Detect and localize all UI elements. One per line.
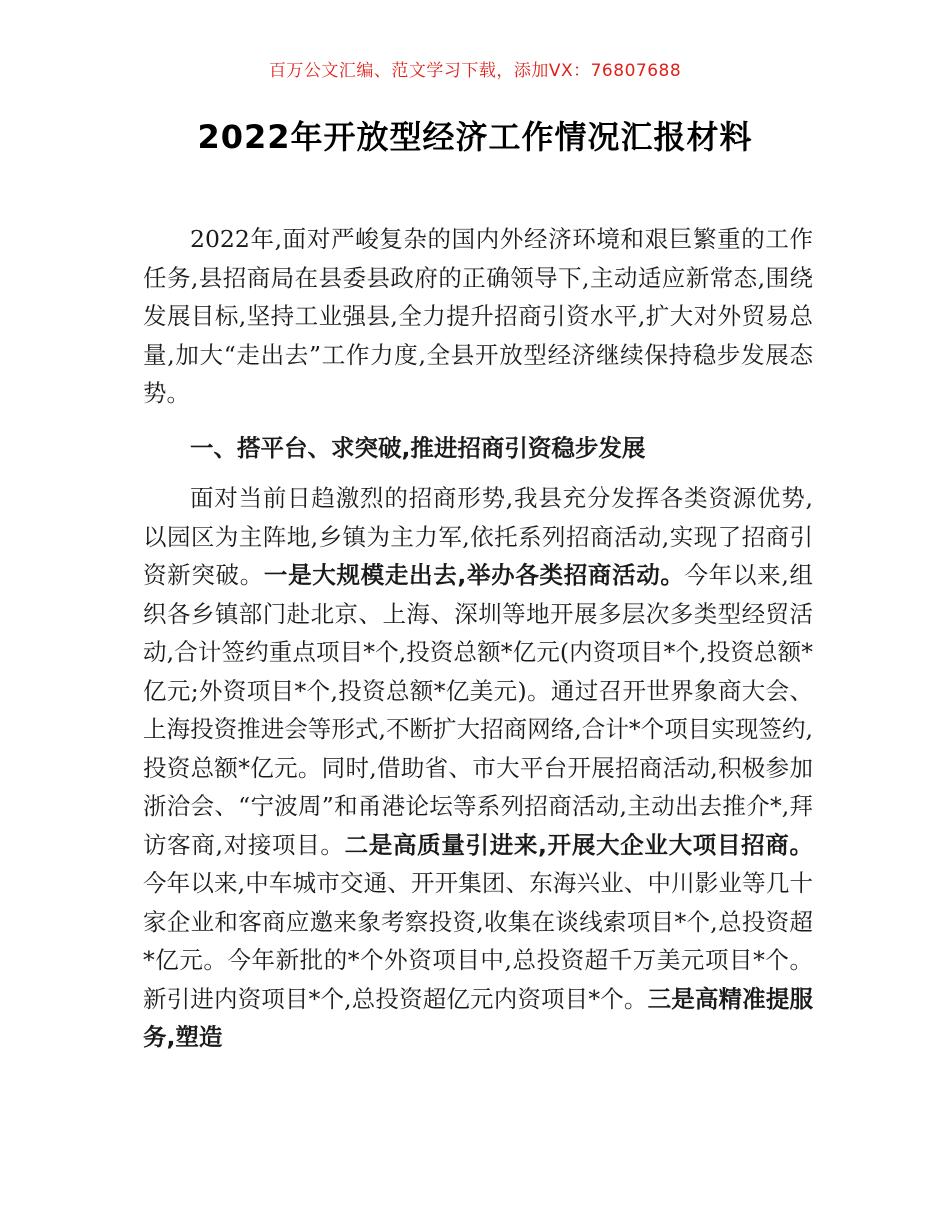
section-heading: 一、搭平台、求突破,推进招商引资稳步发展 xyxy=(190,433,646,462)
point-three-title: 三是高精准提服务,塑造 xyxy=(143,984,813,1051)
point-two-text: 今年以来,中车城市交通、开开集团、东海兴业、中川影业等几十家企业和客商应邀来象考察投资,收集在谈线索项目*个,总投资超*亿元。今年新批的*个外资项目中,总投资超千万美元项目*个。新引进内资项目*个,总投资超亿元内资项目*个。 xyxy=(143,869,813,1013)
document-title: 2022年开放型经济工作情况汇报材料 xyxy=(197,118,753,156)
intro-paragraph: 2022年,面对严峻复杂的国内外经济环境和艰巨繁重的工作任务,县招商局在县委县政府的正确领导下,主动适应新常态,围绕发展目标,坚持工业强县,全力提升招商引资水平,扩大对外贸易总量,加大“走出去”工作力度,全县开放型经济继续保持稳步发展态势。 xyxy=(143,225,813,407)
point-two-title: 二是高质量引进来,开展大企业大项目招商。 xyxy=(344,830,813,859)
document-body xyxy=(143,220,813,1073)
section-paragraph xyxy=(143,479,813,1057)
paragraph-intro-text: 面对当前日趋激烈的招商形势,我县充分发挥各类资源优势,以园区为主阵地,乡镇为主力军,依托系列招商活动,实现了招商引资新突破。 xyxy=(143,484,813,589)
point-one-title: 一是大规模走出去,举办各类招商活动。 xyxy=(263,561,685,589)
header-note: 百万公文汇编、范文学习下载，添加VX：76807688 xyxy=(268,61,682,81)
point-one-text: 今年以来,组织各乡镇部门赴北京、上海、深圳等地开展多层次多类型经贸活动,合计签约重点项目*个,投资总额*亿元(内资项目*个,投资总额*亿元;外资项目*个,投资总额*亿美元)。通过召开世界象商大会、上海投资推进会等形式,不断扩大招商网络,合计*个项目实现签约,投资总额*亿元。同时,借助省、市大平台开展招商活动,积极参加浙洽会、“宁波周”和甬港论坛等系列招商活动,主动出去推介*,拜访客商,对接项目。 xyxy=(143,561,814,859)
